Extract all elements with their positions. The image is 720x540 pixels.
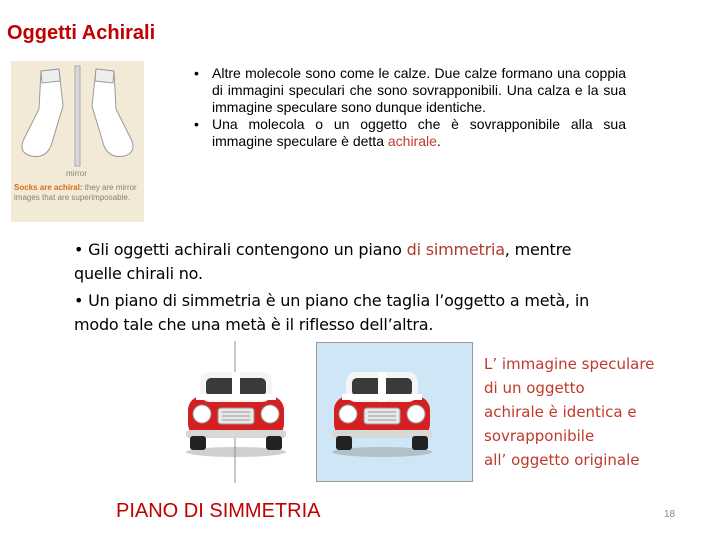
body-text-part: • Gli oggetti achirali contengono un piano (74, 240, 407, 259)
mirror-note-line: all’ oggetto originale (484, 451, 640, 469)
socks-caption (14, 183, 142, 203)
page-number: 18 (664, 509, 676, 520)
socks-caption-rest: they are mirror images that are superimposable. (14, 183, 137, 202)
bullet-dot: • (194, 116, 199, 132)
mirror-label: mirror (66, 169, 87, 178)
car-mirror-image (326, 366, 438, 458)
achirale-highlight: achirale (387, 133, 437, 149)
mirror-note-line: sovrapponibile (484, 427, 595, 445)
mini-car-icon (186, 372, 286, 457)
body-paragraph (74, 238, 614, 286)
mini-car-icon (332, 372, 432, 457)
left-sock (22, 69, 63, 157)
bullet-item (190, 65, 626, 116)
simmetria-highlight: di simmetria (406, 240, 505, 259)
socks-mirror-image (11, 61, 144, 222)
socks-illustration (11, 61, 144, 183)
body-paragraph: • Un piano di simmetria è un piano che taglia l’oggetto a metà, in modo tale che una metà è il riflesso dell’altra. (74, 291, 590, 334)
mirror-note (484, 352, 684, 472)
plane-label: PIANO DI SIMMETRIA (116, 500, 321, 522)
bullet-text: Una molecola o un oggetto che è sovrapponibile alla sua immagine speculare è detta (212, 116, 626, 149)
socks-caption-bold: Socks are achiral: (14, 183, 83, 192)
bullet-list (190, 65, 626, 150)
bullet-item (190, 116, 626, 150)
body-text-part: , mentre quelle chirali no. (74, 240, 572, 283)
right-sock (92, 69, 133, 157)
bullet-text-end: . (436, 133, 441, 149)
mirror-note-line: L’ immagine speculare (484, 355, 655, 373)
car-original (180, 366, 292, 458)
page-title: Oggetti Achirali (7, 22, 156, 44)
mirror-note-line: di un oggetto (484, 379, 585, 397)
mirror-note-line: achirale è identica e (484, 403, 637, 421)
body-text (74, 238, 614, 340)
bullet-dot: • (194, 65, 199, 81)
bullet-text: Altre molecole sono come le calze. Due calze formano una coppia di immagini speculari che sono sovrapponibili. Una calza e la sua immagine speculare sono dunque identiche. (212, 65, 626, 115)
mirror-plane (75, 66, 80, 166)
